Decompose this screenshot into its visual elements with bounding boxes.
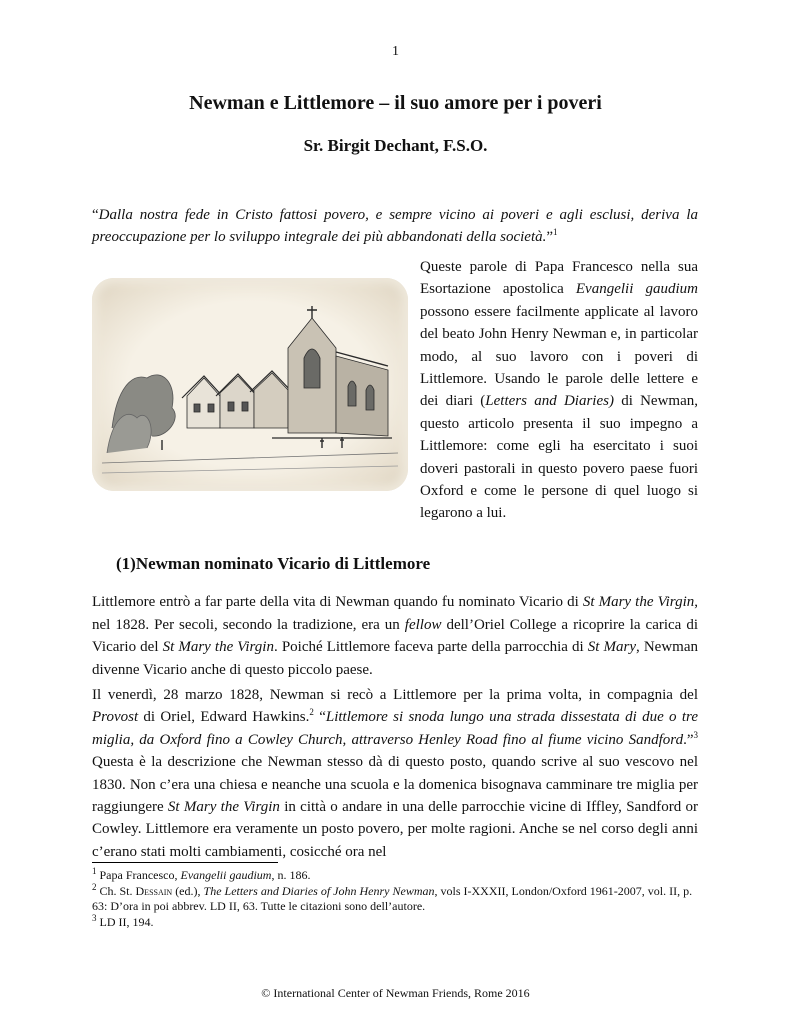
footnote-1-number: 1 [92,866,97,876]
p2-text-4: .” [683,731,694,748]
footnote-2-smallcaps: Dessain [135,883,173,898]
footnote-ref-2: 2 [309,707,314,718]
epigraph-open-quote: “ [92,207,99,223]
footnote-3-text-1: LD II, 194. [96,914,154,929]
p1-text-5: , Newman divenne Vicario anche di questo piccolo paese. [92,639,698,678]
page-number: 1 [392,44,399,59]
p2-text-3: “ [313,709,326,726]
intro-paragraph [420,256,698,525]
body-paragraph-2 [92,684,698,863]
p1-italic-3: St Mary the Virgin [162,639,274,655]
epigraph-close-quote: ” [546,229,554,245]
footnote-1-text-1: Papa Francesco, [96,868,181,882]
body-paragraph-1 [92,591,698,681]
intro-text-3: di Newman, questo articolo presenta il suo impegno a Littlemore: come egli ha esercitato i suoi doveri pastorali in questo povero paese fuori Oxford e come le persone di quel luogo si legarono a lui. [420,393,698,522]
intro-italic-1: Evangelii gaudium [575,281,699,298]
intro-text-2: possono essere facilmente applicate al lavoro del beato John Henry Newman e, in particolar modo, al suo lavoro con i poveri di Littlemore. Usando le parole delle lettere e dei diari ( [420,303,698,410]
footnote-2-italic: The Letters and Diaries of John Henry Newman [203,883,435,898]
article-title: Newman e Littlemore – il suo amore per i poveri [189,92,602,114]
footnote-1-italic: Evangelii gaudium [180,868,272,882]
footnote-2-text-1: Ch. St. [96,883,136,898]
footnote-3 [92,912,698,931]
footnote-separator [92,862,278,863]
p1-italic-4: St Mary [587,639,636,655]
p2-italic-2: Littlemore si snoda lungo una strada dissestata di due o tre miglia, da Oxford fino a Cowley Church, attraverso Henley Road fino al fiume vicino Sandford [92,709,698,748]
footnote-1-text-2: , n. 186. [271,868,311,882]
church-engraving-drawing [92,278,408,491]
footnote-ref-3: 3 [693,729,698,740]
page-footer: © International Center of Newman Friends, Rome 2016 [261,986,530,1000]
footnotes [92,868,698,930]
p2-italic-1: Provost [92,709,139,726]
p1-text-3: dell’Oriel College a ricoprire la carica di Vicario del [92,616,698,655]
footnote-ref-1: 1 [553,227,558,237]
p2-text-5: Questa è la descrizione che Newman stesso dà di questo posto, quando scrive al suo vescovo nel 1830. Non c’era una chiesa e neanche una scuola e la domenica bisognava camminare tre miglia per raggiungere [92,754,698,816]
footnote-2-number: 2 [92,881,97,892]
epigraph-quote [92,204,698,248]
section-number: (1) [116,554,136,573]
p2-text-1: Il venerdì, 28 marzo 1828, Newman si recò a Littlemore per la prima volta, in compagnia del [92,687,698,703]
p1-text-2: , nel 1828. Per secoli, secondo la tradizione, era un [92,594,698,633]
p1-text-1: Littlemore entrò a far parte della vita di Newman quando fu nominato Vicario di [92,594,583,610]
footnote-1 [92,868,698,884]
p2-italic-3: St Mary the Virgin [167,799,280,816]
section-heading [116,554,430,574]
intro-text-1: Queste parole di Papa Francesco nella sua Esortazione apostolica [420,259,698,298]
footnote-2 [92,881,698,915]
article-author: Sr. Birgit Dechant, F.S.O. [303,136,488,155]
p2-text-6: in città o andare in una delle parrocchie vicine di Iffley, Sandford or Cowley. Littlemore era veramente un posto povero, per molte ragioni. Anche se nel corso degli anni c’erano stati molti cambiamenti, cosicché ora nel [92,799,698,860]
p1-italic-1: St Mary the Virgin [582,594,695,610]
footnote-2-text-2: (ed.), [172,883,204,898]
footnote-3-number: 3 [92,912,97,923]
epigraph-text: Dalla nostra fede in Cristo fattosi povero, e sempre vicino ai poveri e agli esclusi, deriva la preoccupazione per lo sviluppo integrale dei più abbandonati della società. [92,207,698,245]
intro-italic-2: Letters and Diaries) [485,393,614,410]
littlemore-church-engraving [92,278,408,491]
p2-text-2: di Oriel, Edward Hawkins. [138,709,310,726]
footnote-2-text-3: , vols I-XXXII, London/Oxford 1961-2007, vol. II, p. 63: D’ora in poi abbrev. LD II, 63. Tutte le citazioni sono dell’autore. [92,883,693,913]
section-title: Newman nominato Vicario di Littlemore [135,554,431,573]
p1-italic-2: fellow [404,616,442,633]
p1-text-4: . Poiché Littlemore faceva parte della parrocchia di [273,639,588,655]
